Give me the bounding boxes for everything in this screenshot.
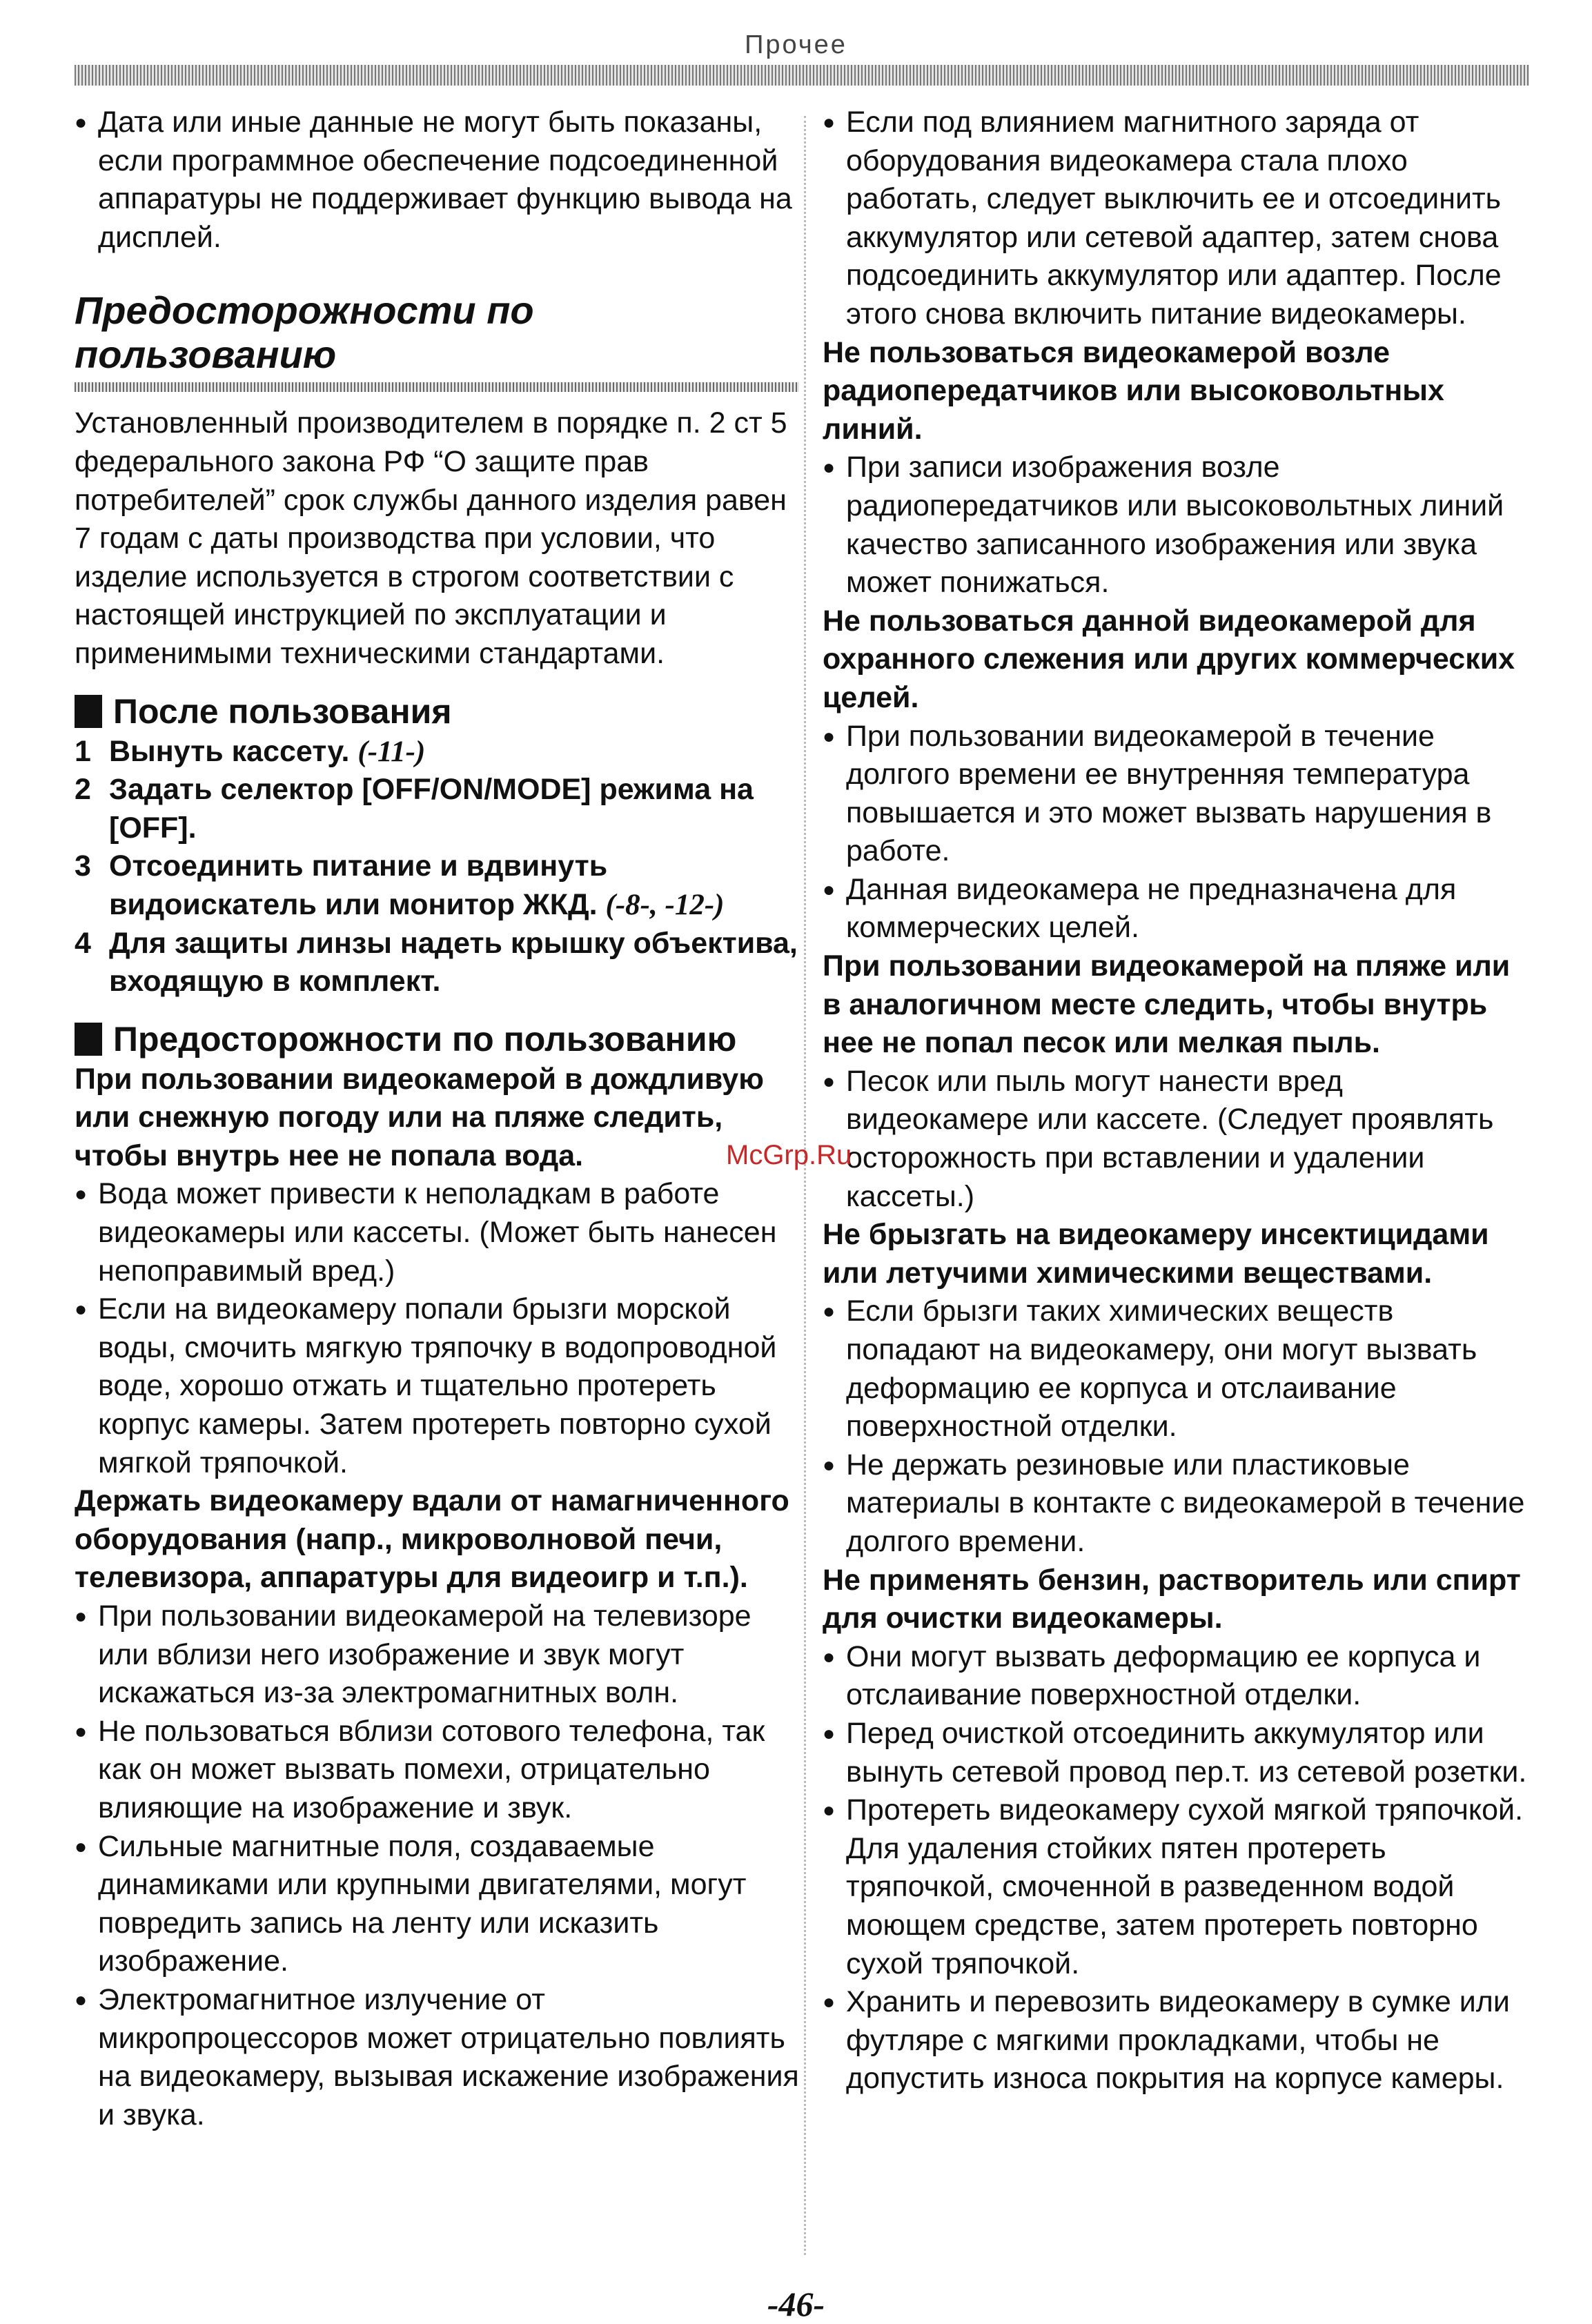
page-reference: (-11-): [357, 735, 426, 768]
list-item: ● При пользовании видеокамерой на телевизоре или вблизи него изображение и звук могут искажаться из-за электромагнитных волн.: [75, 1597, 799, 1713]
list-item: ● Если на видеокамеру попали брызги морской воды, смочить мягкую тряпочку в водопроводной воде, хорошо отжать и тщательно протереть корпус камеры. Затем протереть повторно сухой мягкой тряпочкой.: [75, 1290, 799, 1482]
list-item: ● Сильные магнитные поля, создаваемые динамиками или крупными двигателями, могут повредить запись на ленту или исказить изображение.: [75, 1828, 799, 1981]
list-item: ● Данная видеокамера не предназначена для коммерческих целей.: [823, 871, 1533, 947]
step-item: 1 Вынуть кассету. (-11-): [75, 734, 426, 768]
list-item: ● Дата или иные данные не могут быть показаны, если программное обеспечение подсоединенной аппаратуры не поддерживает функцию вывода на дисплей.: [75, 104, 799, 257]
list-item: ● Песок или пыль могут нанести вред видеокамере или кассете. (Следует проявлять осторожность при вставлении и удалении кассеты.): [823, 1063, 1533, 1216]
step-item: 3 Отсоединить питание и вдвинуть видоискатель или монитор ЖКД. (-8-, -12-): [75, 849, 725, 921]
list-item: ● Электромагнитное излучение от микропроцессоров может отрицательно повлиять на видеокамеру, вызывая искажение изображения и звука.: [75, 1981, 799, 2134]
black-square-icon: [75, 1023, 102, 1056]
rule-heading: Не пользоваться видеокамерой возле радиопередатчиков или высоковольтных линий.: [823, 335, 1444, 446]
section-dotted-rule: [75, 382, 799, 392]
header-dotted-rule: [75, 65, 1529, 86]
list-item: ● Протереть видеокамеру сухой мягкой тряпочкой. Для удаления стойких пятен протереть тряпочкой, смоченной в разведенном водой моющем средстве, затем протереть повторно сухой тряпочкой.: [823, 1791, 1533, 1983]
list-item: ● Если под влиянием магнитного заряда от оборудования видеокамера стала плохо работать, следует выключить ее и отсоединить аккумулятор или сетевой адаптер, затем снова подсоединить аккумулятор или адаптер. После этого снова включить питание видеокамеры.: [823, 104, 1533, 334]
page-number: -46-: [767, 2285, 825, 2323]
rule-heading: Не пользоваться данной видеокамерой для охранного слежения или других коммерческих целей.: [823, 604, 1515, 714]
step-item: 2 Задать селектор [OFF/ON/MODE] режима на [OFF].: [75, 773, 754, 845]
list-item: ● Если брызги таких химических веществ попадают на видеокамеру, они могут вызвать деформацию ее корпуса и отслаивание поверхностной отделки.: [823, 1292, 1533, 1446]
black-square-icon: [75, 695, 102, 728]
page-header-title: Прочее: [745, 30, 847, 59]
list-item: ● Не держать резиновые или пластиковые материалы в контакте с видеокамерой в течение долгого времени.: [823, 1446, 1533, 1562]
service-life-paragraph: Установленный производителем в порядке п. 2 ст 5 федерального закона РФ “О защите прав потребителей” срок службы данного изделия равен 7 годам с даты производства при условии, что изделие используется в строгом соответствии с настоящей инструкцией по эксплуатации и применимыми техническими стандартами.: [75, 406, 787, 670]
list-item: ● Они могут вызвать деформацию ее корпуса и отслаивание поверхностной отделки.: [823, 1638, 1533, 1715]
list-item: ● Перед очисткой отсоединить аккумулятор или вынуть сетевой провод пер.т. из сетевой розетки.: [823, 1715, 1533, 1791]
after-use-heading-text: После пользования: [113, 691, 452, 731]
page-reference: (-8-, -12-): [605, 888, 725, 921]
list-item: ● При пользовании видеокамерой в течение долгого времени ее внутренняя температура повышается и это может вызвать нарушения в работе.: [823, 718, 1533, 871]
list-item: ● Не пользоваться вблизи сотового телефона, так как он может вызвать помехи, отрицательно влияющие на изображение и звук.: [75, 1713, 799, 1828]
rule-heading: Не применять бензин, растворитель или спирт для очистки видеокамеры.: [823, 1563, 1521, 1635]
step-item: 4 Для защиты линзы надеть крышку объектива, входящую в комплект.: [75, 926, 798, 998]
list-item: ● При записи изображения возле радиопередатчиков или высоковольтных линий качество записанного изображения или звука может понижаться.: [823, 449, 1533, 602]
column-divider: [804, 116, 806, 2255]
rule-heading: При пользовании видеокамерой в дождливую или снежную погоду или на пляже следить, чтобы внутрь нее не попала вода.: [75, 1062, 764, 1172]
rule-heading: Не брызгать на видеокамеру инсектицидами или летучими химическими веществами.: [823, 1218, 1489, 1290]
right-column: [823, 104, 1533, 2098]
rule-heading: При пользовании видеокамерой на пляже или в аналогичном месте следить, чтобы внутрь нее не попал песок или мелкая пыль.: [823, 949, 1511, 1060]
precautions-heading: [75, 1018, 799, 1061]
section-title: Предосторожности по пользованию: [75, 288, 534, 377]
rule-heading: Держать видеокамеру вдали от намагниченного оборудования (напр., микроволновой печи, телевизора, аппаратуры для видеоигр и т.п.).: [75, 1484, 789, 1595]
left-column: [75, 104, 799, 2134]
list-item: ● Хранить и перевозить видеокамеру в сумке или футляре с мягкими прокладками, чтобы не допустить износа покрытия на корпусе камеры.: [823, 1983, 1533, 2098]
watermark-link[interactable]: McGrp.Ru: [726, 1140, 852, 1170]
list-item: ● Вода может привести к неполадкам в работе видеокамеры или кассеты. (Может быть нанесен непоправимый вред.): [75, 1175, 799, 1290]
after-use-heading: [75, 690, 799, 733]
precautions-heading-text: Предосторожности по пользованию: [113, 1019, 737, 1058]
